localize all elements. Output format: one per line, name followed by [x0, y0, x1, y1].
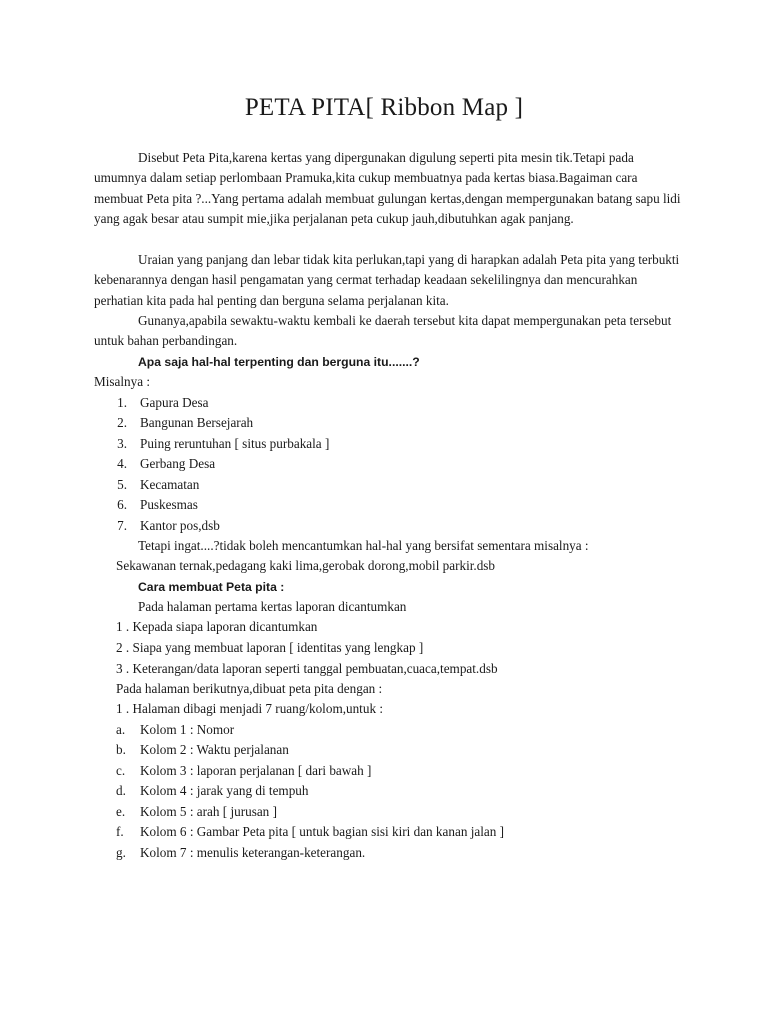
- list-item: 3 . Keterangan/data laporan seperti tanggal pembuatan,cuaca,tempat.dsb: [116, 661, 498, 676]
- list-item: Kolom 2 : Waktu perjalanan: [140, 742, 289, 757]
- list-item: Kolom 6 : Gambar Peta pita [ untuk bagian sisi kiri dan kanan jalan ]: [140, 824, 505, 839]
- list-item-number: 6.: [117, 497, 127, 512]
- list-item: Kecamatan: [140, 477, 200, 492]
- list-item-letter: b.: [116, 742, 126, 757]
- examples-label: Misalnya :: [94, 374, 151, 389]
- question-heading: Apa saja hal-hal terpenting dan berguna itu.......?: [138, 355, 420, 369]
- paragraph-intro: Disebut Peta Pita,karena kertas yang dipergunakan digulung seperti pita mesin tik.Tetapi pada umumnya dalam setiap perlombaan Pramuka,kita cukup membuatnya pada kertas biasa.Bagaiman cara membuat Peta pita ?...Yang pertama adalah membuat gulungan kertas,dengan mempergunakan batang sapu lidi yang agak besar atau sumpit mie,jika perjalanan peta cukup jauh,dibutuhkan agak panjang.: [94, 150, 681, 227]
- list-item: Gerbang Desa: [140, 456, 216, 471]
- list-item-letter: a.: [116, 722, 126, 737]
- list-item: Puskesmas: [140, 497, 198, 512]
- list-item: Gapura Desa: [140, 395, 209, 410]
- list-item: Bangunan Bersejarah: [140, 415, 254, 430]
- list-item: Kolom 4 : jarak yang di tempuh: [140, 783, 309, 798]
- list-item: Kolom 5 : arah [ jurusan ]: [140, 804, 277, 819]
- paragraph-purpose: Gunanya,apabila sewaktu-waktu kembali ke daerah tersebut kita dapat mempergunakan peta tersebut untuk bahan perbandingan.: [94, 313, 672, 349]
- list-item-letter: g.: [116, 845, 126, 860]
- howto-intro: Pada halaman pertama kertas laporan dicantumkan: [138, 599, 407, 614]
- list-item-number: 3.: [117, 436, 127, 451]
- list-item-number: 7.: [117, 518, 127, 533]
- list-item-number: 2.: [117, 415, 127, 430]
- list-item-number: 1.: [117, 395, 127, 410]
- list-item-letter: d.: [116, 783, 126, 798]
- list-item-letter: c.: [116, 763, 126, 778]
- list-item-number: 4.: [117, 456, 127, 471]
- split-instruction: 1 . Halaman dibagi menjadi 7 ruang/kolom,untuk :: [116, 701, 383, 716]
- list-item: 1 . Kepada siapa laporan dicantumkan: [116, 619, 318, 634]
- document-title: PETA PITA[ Ribbon Map ]: [244, 94, 524, 121]
- note-line-continued: Sekawanan ternak,pedagang kaki lima,gerobak dorong,mobil parkir.dsb: [116, 558, 496, 573]
- next-page-intro: Pada halaman berikutnya,dibuat peta pita dengan :: [116, 681, 383, 696]
- list-item: Kantor pos,dsb: [140, 518, 220, 533]
- list-item: 2 . Siapa yang membuat laporan [ identitas yang lengkap ]: [116, 640, 424, 655]
- list-item: Puing reruntuhan [ situs purbakala ]: [140, 436, 330, 451]
- list-item-number: 5.: [117, 477, 127, 492]
- list-item: Kolom 1 : Nomor: [140, 722, 235, 737]
- list-item-letter: f.: [116, 824, 124, 839]
- paragraph-description: Uraian yang panjang dan lebar tidak kita perlukan,tapi yang di harapkan adalah Peta pita yang terbukti kebenarannya dengan hasil pengamatan yang cermat terhadap keadaan sekelilingnya dan mencurahkan perhatian kita pada hal penting dan berguna selama perjalanan kita.: [94, 252, 680, 308]
- note-line: Tetapi ingat....?tidak boleh mencantumkan hal-hal yang bersifat sementara misalnya :: [138, 538, 589, 553]
- list-item-letter: e.: [116, 804, 126, 819]
- howto-heading: Cara membuat Peta pita :: [138, 580, 285, 594]
- list-item: Kolom 7 : menulis keterangan-keterangan.: [140, 845, 366, 860]
- list-item: Kolom 3 : laporan perjalanan [ dari bawah ]: [140, 763, 372, 778]
